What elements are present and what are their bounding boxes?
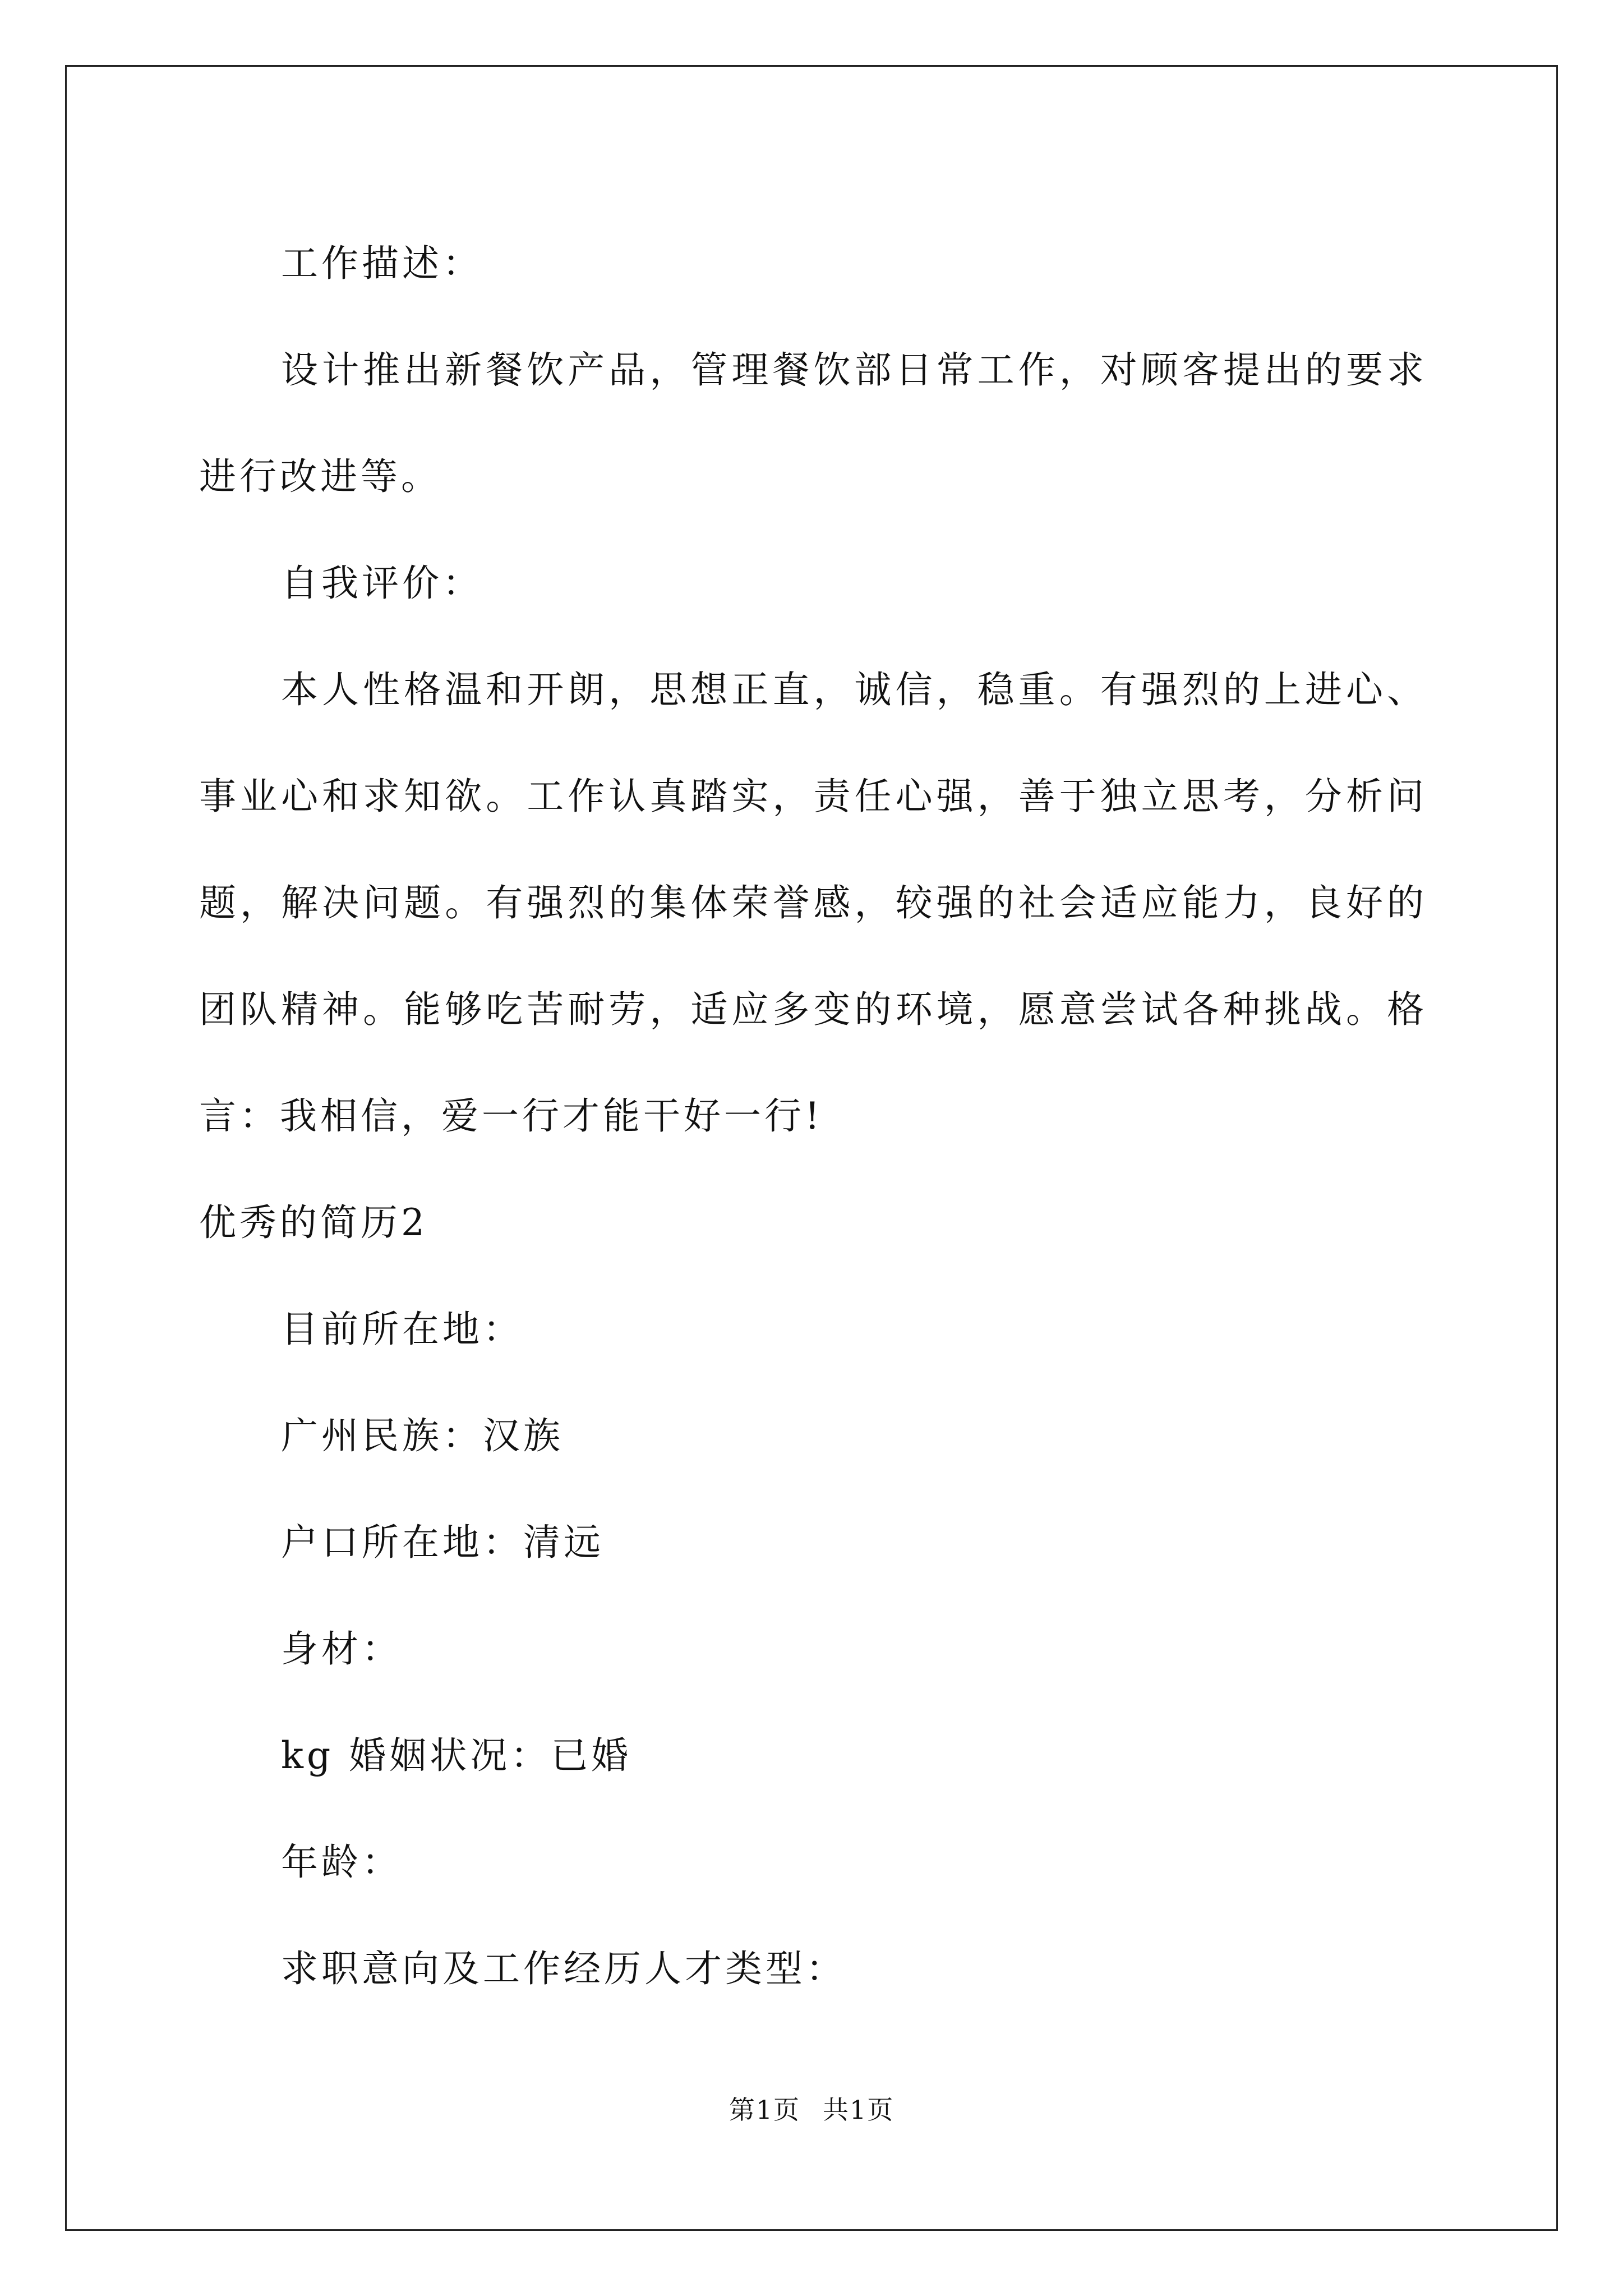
paragraph-self-evaluation: 本人性格温和开朗，思想正直，诚信，稳重。有强烈的上进心、事业心和求知欲。工作认真踏实，责任心强，善于独立思考，分析问题，解决问题。有强烈的集体荣誉感，较强的社会适应能力，良好的团队精神。能够吃苦耐劳，适应多变的环境，愿意尝试各种挑战。格言：我相信，爱一行才能干好一行!: [199, 668, 1427, 1138]
paragraph-job-description: 设计推出新餐饮产品，管理餐饮部日常工作，对顾客提出的要求进行改进等。: [199, 348, 1427, 498]
page-number-current: 第1页: [728, 2095, 800, 2125]
page-footer: [0, 2090, 1623, 2127]
paragraph-job-intention: 求职意向及工作经历人才类型：: [281, 1947, 846, 1990]
paragraph-current-location: 目前所在地：: [281, 1308, 523, 1351]
paragraph-marital-status: kg 婚姻状况：已婚: [281, 1734, 632, 1777]
paragraph-ethnicity: 广州民族：汉族: [281, 1414, 564, 1457]
paragraph-age: 年龄：: [281, 1841, 402, 1884]
paragraph-figure: 身材：: [281, 1627, 402, 1671]
page-number-total: 共1页: [823, 2095, 895, 2125]
section-heading: 优秀的简历2: [199, 1201, 428, 1244]
paragraph-household-registration: 户口所在地：清远: [281, 1521, 604, 1564]
paragraph-job-description-label: 工作描述：: [281, 242, 483, 285]
document-body: [199, 210, 1427, 2022]
paragraph-self-evaluation-label: 自我评价：: [281, 562, 483, 605]
